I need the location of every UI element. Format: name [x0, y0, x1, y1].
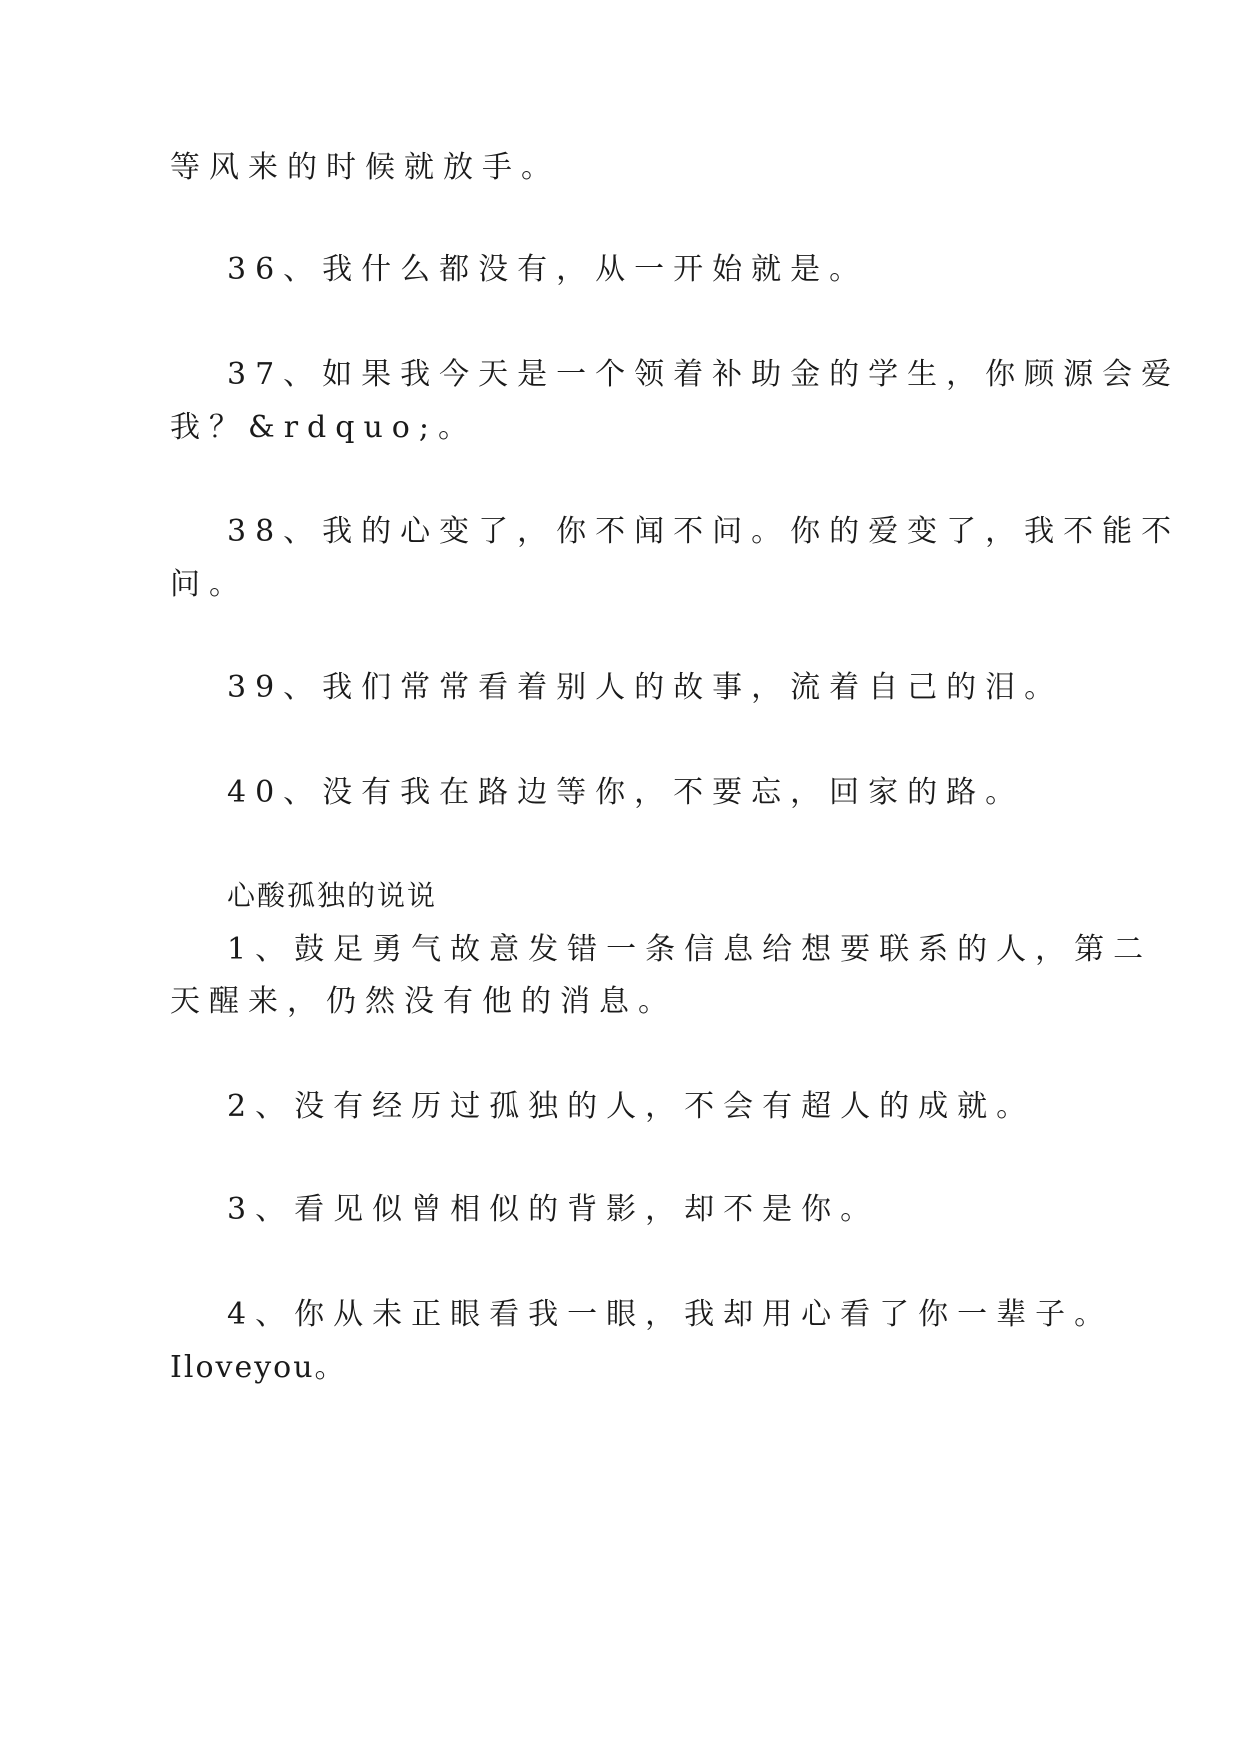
list-item-1: 1、鼓足勇气故意发错一条信息给想要联系的人，第二: [227, 932, 1153, 967]
list-item-37-continuation: 我？&rdquo;。: [170, 410, 477, 445]
list-item-37: 37、如果我今天是一个领着补助金的学生，你顾源会爱: [227, 357, 1181, 392]
list-item-38: 38、我的心变了，你不闻不问。你的爱变了，我不能不: [227, 514, 1181, 549]
list-item-1-continuation: 天醒来，仍然没有他的消息。: [170, 984, 677, 1019]
list-item-3: 3、看见似曾相似的背影，却不是你。: [227, 1192, 880, 1227]
list-item-38-continuation: 问。: [170, 567, 248, 602]
section-heading: 心酸孤独的说说: [227, 879, 438, 912]
text-line-continuation: 等风来的时候就放手。: [170, 150, 560, 185]
list-item-40: 40、没有我在路边等你，不要忘，回家的路。: [227, 775, 1025, 810]
list-item-39: 39、我们常常看着别人的故事，流着自己的泪。: [227, 670, 1064, 705]
list-item-4-continuation: Iloveyou。: [170, 1350, 347, 1385]
list-item-36: 36、我什么都没有，从一开始就是。: [227, 252, 869, 287]
list-item-2: 2、没有经历过孤独的人，不会有超人的成就。: [227, 1089, 1036, 1124]
list-item-4: 4、你从未正眼看我一眼，我却用心看了你一辈子。: [227, 1297, 1114, 1332]
